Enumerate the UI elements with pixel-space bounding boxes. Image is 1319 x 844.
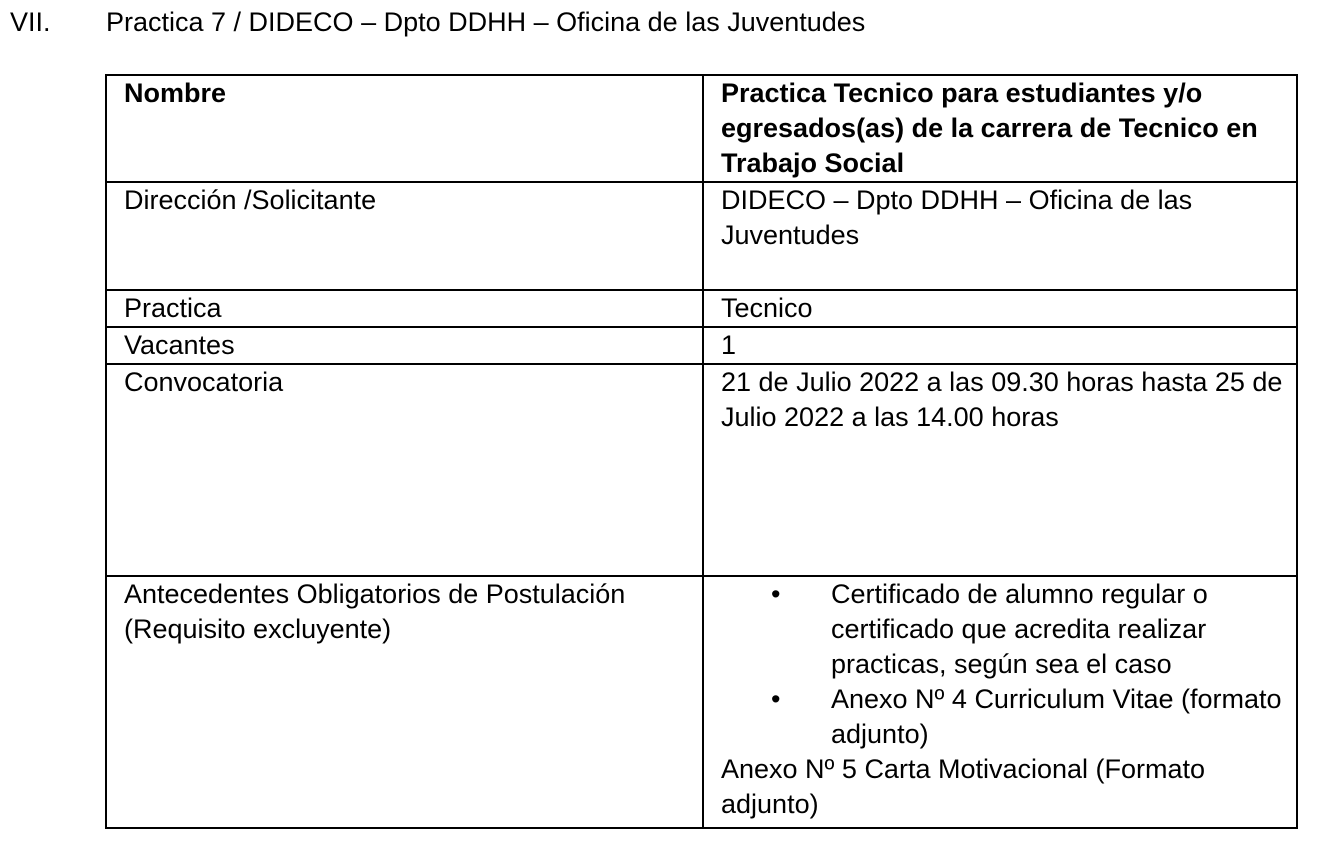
value-cell: Tecnico [703,290,1297,327]
table-row-vacantes [106,327,1297,364]
list-item-text: Certificado de alumno regular o certificado que acredita realizar practicas, según sea el caso [831,579,1208,679]
practice-info-table [105,74,1298,829]
label-cell: Practica [106,290,703,327]
value-cell [703,576,1297,828]
requirements-list [721,577,1284,752]
section-number: VII. [10,7,51,37]
list-item-text: Anexo Nº 4 Curriculum Vitae (formato adjunto) [831,684,1282,749]
list-item [721,577,1284,682]
label-cell: Vacantes [106,327,703,364]
extra-requirement: Anexo Nº 5 Carta Motivacional (Formato adjunto) [721,754,1206,819]
table-row-nombre [106,75,1297,182]
label-cell: Dirección /Solicitante [106,182,703,290]
table-row-practica [106,290,1297,327]
section-title: Practica 7 / DIDECO – Dpto DDHH – Oficina de las Juventudes [106,7,866,37]
section-heading [10,5,1300,40]
value-cell: Practica Tecnico para estudiantes y/o egresados(as) de la carrera de Tecnico en Trabajo Social [703,75,1297,182]
value-cell: 21 de Julio 2022 a las 09.30 horas hasta 25 de Julio 2022 a las 14.00 horas [703,364,1297,576]
table-row-convocatoria [106,364,1297,576]
table-row-antecedentes [106,576,1297,828]
label-cell: Antecedentes Obligatorios de Postulación (Requisito excluyente) [106,576,703,828]
bullet-icon: • [771,684,781,714]
label-cell: Nombre [106,75,703,182]
bullet-icon: • [771,579,781,609]
value-cell: 1 [703,327,1297,364]
value-cell: DIDECO – Dpto DDHH – Oficina de las Juventudes [703,182,1297,290]
table-row-direccion [106,182,1297,290]
list-item [721,682,1284,752]
label-cell: Convocatoria [106,364,703,576]
